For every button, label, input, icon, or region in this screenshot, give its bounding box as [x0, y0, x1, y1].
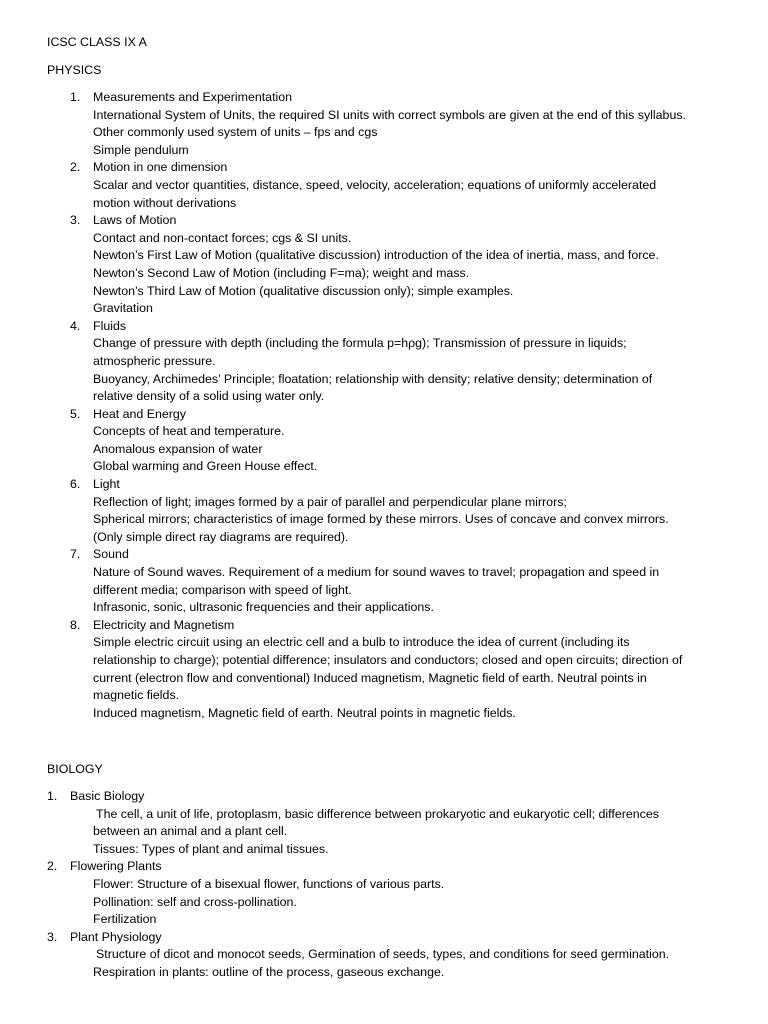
topic-line: Respiration in plants: outline of the process, gaseous exchange.	[93, 964, 445, 979]
physics-topic-list	[0, 89, 768, 722]
biology-topic-list	[0, 788, 768, 982]
topic-line: Simple pendulum	[93, 142, 189, 157]
topic-line: current (electron flow and conventional) Induced magnetism, Magnetic field of earth. Neutral points in	[93, 670, 647, 685]
topic-line: Change of pressure with depth (including the formula p=hρg); Transmission of pressure in liquids;	[93, 336, 627, 351]
topic-title: Motion in one dimension	[93, 160, 228, 175]
topic-line: The cell, a unit of life, protoplasm, basic difference between prokaryotic and eukaryotic cell; differences	[96, 806, 659, 821]
topic-line: Fertilization	[93, 912, 157, 927]
topic-title: Electricity and Magnetism	[93, 617, 235, 632]
topic-number: 1.	[70, 90, 81, 104]
topic-title: Sound	[93, 547, 129, 562]
topic-line: between an animal and a plant cell.	[93, 824, 288, 839]
topic-line: Flower: Structure of a bisexual flower, functions of various parts.	[93, 876, 445, 891]
topic-number: 3.	[70, 213, 81, 228]
topic-line: Newton’s Third Law of Motion (qualitative discussion only); simple examples.	[93, 283, 514, 298]
biology-topic-2	[0, 858, 768, 928]
physics-topic-2	[0, 159, 768, 212]
topic-title: Laws of Motion	[93, 213, 177, 228]
biology-topic-3	[0, 929, 768, 982]
topic-line: Induced magnetism, Magnetic field of earth. Neutral points in magnetic fields.	[93, 705, 516, 720]
topic-line: relative density of a solid using water only.	[93, 389, 325, 404]
topic-number: 7.	[70, 547, 81, 562]
topic-line: Pollination: self and cross-pollination.	[93, 894, 297, 909]
biology-topic-1	[0, 788, 768, 858]
topic-line: Simple electric circuit using an electric cell and a bulb to introduce the idea of current (including its	[93, 635, 630, 650]
topic-line: International System of Units, the required SI units with correct symbols are given at the end of this syllabus.	[93, 107, 686, 122]
topic-line: (Only simple direct ray diagrams are required).	[93, 529, 349, 544]
topic-number: 5.	[70, 406, 81, 421]
physics-topic-5	[0, 406, 768, 476]
topic-line: different media; comparison with speed of light.	[93, 582, 352, 597]
physics-topic-7	[0, 546, 768, 616]
physics-topic-3	[0, 212, 768, 318]
topic-number: 8.	[70, 617, 81, 632]
topic-title: Measurements and Experimentation	[93, 90, 293, 104]
topic-title: Plant Physiology	[70, 929, 162, 944]
topic-line: Reflection of light; images formed by a pair of parallel and perpendicular plane mirrors;	[93, 494, 567, 509]
biology-heading: BIOLOGY	[47, 762, 103, 776]
topic-number: 2.	[70, 160, 81, 175]
physics-topic-1	[0, 89, 768, 159]
topic-line: Buoyancy, Archimedes’ Principle; floatation; relationship with density; relative density; determination of	[93, 371, 653, 386]
topic-line: Gravitation	[93, 301, 153, 316]
topic-line: Newton’s Second Law of Motion (including F=ma); weight and mass.	[93, 265, 470, 280]
topic-title: Fluids	[93, 318, 127, 333]
topic-line: relationship to charge); potential difference; insulators and conductors; closed and open circuits; direction of	[93, 653, 683, 667]
topic-line: Concepts of heat and temperature.	[93, 424, 285, 439]
topic-line: Infrasonic, sonic, ultrasonic frequencies and their applications.	[93, 600, 434, 615]
topic-line: Nature of Sound waves. Requirement of a medium for sound waves to travel; propagation and speed in	[93, 565, 660, 580]
topic-line: Contact and non-contact forces; cgs & SI units.	[93, 230, 352, 245]
topic-line: Scalar and vector quantities, distance, speed, velocity, acceleration; equations of uniformly accelerated	[93, 177, 657, 192]
topic-line: magnetic fields.	[93, 688, 180, 703]
topic-line: Spherical mirrors; characteristics of image formed by these mirrors. Uses of concave and convex mirrors.	[93, 512, 669, 527]
topic-number: 6.	[70, 477, 81, 492]
topic-line: Global warming and Green House effect.	[93, 459, 318, 474]
topic-title: Basic Biology	[70, 789, 145, 803]
topic-number: 3.	[47, 929, 58, 944]
topic-line: Newton’s First Law of Motion (qualitative discussion) introduction of the idea of inertia, mass, and force.	[93, 248, 659, 263]
physics-topic-4	[0, 318, 768, 406]
topic-line: motion without derivations	[93, 195, 237, 210]
topic-number: 1.	[47, 789, 58, 803]
document-title: ICSC CLASS IX A	[47, 35, 147, 49]
topic-line: Other commonly used system of units – fps and cgs	[93, 125, 378, 140]
topic-line: Structure of dicot and monocot seeds, Germination of seeds, types, and conditions for seed germination.	[96, 947, 670, 962]
topic-title: Light	[93, 477, 120, 492]
topic-line: atmospheric pressure.	[93, 353, 216, 368]
topic-number: 2.	[47, 859, 58, 874]
topic-line: Anomalous expansion of water	[93, 441, 263, 456]
physics-heading: PHYSICS	[47, 63, 102, 77]
topic-title: Heat and Energy	[93, 406, 186, 421]
topic-line: Tissues: Types of plant and animal tissues.	[93, 841, 329, 856]
topic-number: 4.	[70, 318, 81, 333]
physics-topic-8	[0, 617, 768, 723]
physics-topic-6	[0, 476, 768, 546]
topic-title: Flowering Plants	[70, 859, 162, 874]
